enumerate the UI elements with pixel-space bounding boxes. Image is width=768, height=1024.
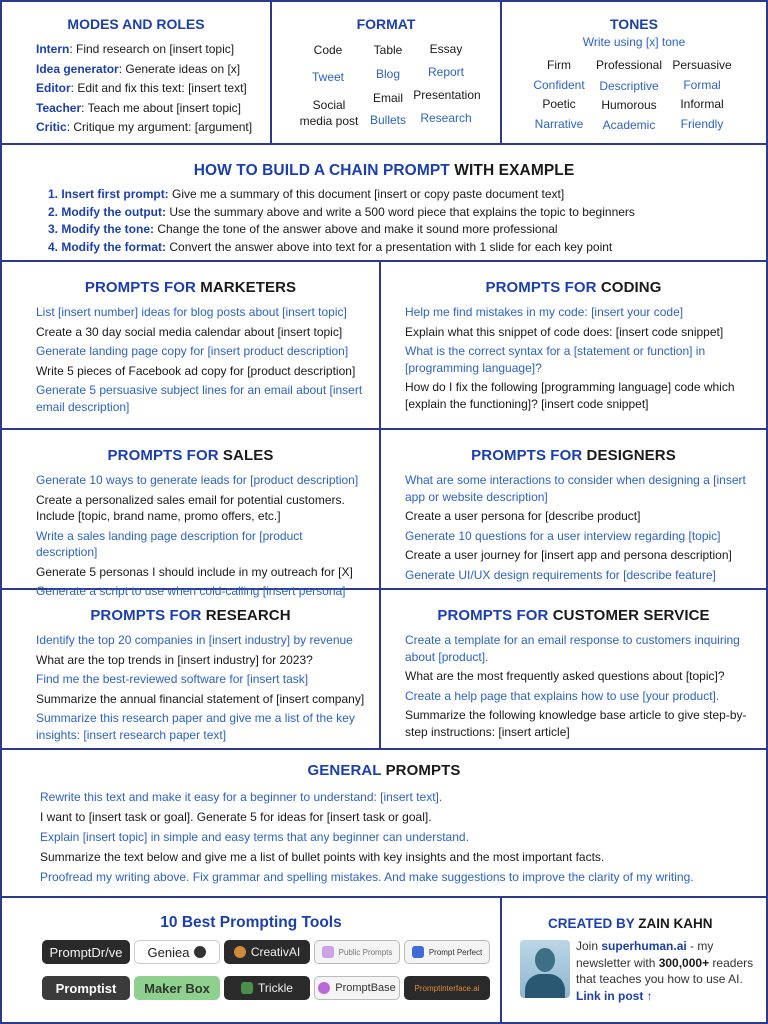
prompt-item: Generate 10 questions for a user interview regarding [topic] (405, 528, 721, 543)
section-title-rest: RESEARCH (205, 607, 291, 624)
chain-step-text: Use the summary above and write a 500 word piece that explains the topic to beginners (165, 204, 635, 219)
tool-label: PromptBase (335, 982, 396, 994)
mode-text: Edit and fix this text: [insert text] (77, 81, 247, 95)
section-title-highlight: GENERAL (307, 762, 382, 779)
format-item: Report (427, 65, 465, 79)
section-title-rest: PROMPTS (381, 762, 461, 779)
chain-prompt-section (2, 145, 766, 262)
tool-geniea[interactable] (134, 940, 220, 964)
modes-and-roles-panel (2, 2, 272, 143)
tool-promptist[interactable] (42, 976, 130, 1000)
mode-role: Idea generator (36, 61, 119, 76)
coding-panel (381, 262, 766, 428)
promptbase-logo-icon (318, 982, 330, 994)
prompt-perfect-logo-icon (412, 946, 424, 958)
mode-item: Intern: Find research on [insert topic] (36, 42, 235, 56)
prompt-item: Create a template for an email response to customers inquiring about [product]. (405, 633, 740, 664)
tool-label: Geniea (147, 944, 190, 960)
prompt-item: Rewrite this text and make it easy for a beginner to understand: [insert text]. (40, 790, 443, 804)
prompt-item: Create a help page that explains how to use [your product]. (405, 688, 720, 703)
chain-step (48, 221, 766, 239)
sales-designers-row (2, 430, 766, 598)
prompting-tools-panel (2, 898, 502, 1024)
bio-text: - my newsletter with (576, 939, 714, 970)
section-title-rest: DESIGNERS (586, 447, 676, 464)
link-in-post[interactable]: Link in post ↑ (576, 988, 653, 1003)
creator-title-highlight: CREATED BY (548, 916, 635, 931)
prompt-item: Write 5 pieces of Facebook ad copy for [product description] (36, 363, 356, 378)
format-item: Essay (429, 42, 463, 56)
prompt-item: Proofread my writing above. Fix grammar and spelling mistakes. And make suggestions to improve the clarity of my writing. (40, 870, 694, 884)
prompt-item: Summarize this research paper and give me a list of the key insights: [insert research paper text] (36, 711, 355, 742)
format-item: Presentation (413, 88, 481, 102)
tone-item: Confident (533, 78, 585, 92)
mode-role: Editor (36, 81, 71, 95)
prompt-item: Create a 30 day social media calendar about [insert topic] (36, 324, 343, 339)
creativai-logo-icon (234, 946, 246, 958)
prompt-item: Generate 5 persuasive subject lines for an email about [insert email description] (36, 383, 363, 414)
prompt-item: Identify the top 20 companies in [insert industry] by revenue (36, 633, 353, 647)
reader-count: 300,000+ (658, 955, 710, 970)
top-row (2, 2, 766, 145)
tool-prompt-perfect[interactable] (404, 940, 490, 964)
chain-step-label: 3. Modify the tone: (48, 222, 154, 236)
tool-label: Maker Box (144, 980, 210, 996)
mode-item: Critic: Critique my argument: [argument] (36, 120, 253, 134)
creator-name: ZAIN KAHN (634, 916, 713, 931)
prompt-item: Generate UI/UX design requirements for [describe feature] (405, 567, 716, 582)
tone-item: Professional (595, 58, 663, 72)
modes-title: MODES AND ROLES (67, 16, 205, 32)
section-title-highlight: PROMPTS FOR (90, 607, 206, 624)
sales-panel (2, 430, 381, 598)
format-panel (272, 2, 502, 143)
tone-item: Formal (683, 78, 721, 92)
section-title-highlight: PROMPTS FOR (84, 279, 201, 296)
prompt-item: Create a user persona for [describe product] (405, 509, 641, 523)
tone-item: Firm (547, 58, 571, 72)
tone-item: Narrative (534, 117, 584, 131)
chain-title-rest: WITH EXAMPLE (449, 162, 575, 179)
mode-role: Critic (36, 120, 67, 134)
customer-service-title (381, 607, 766, 624)
format-item: Social media post (299, 98, 359, 128)
prompt-item: Generate 5 personas I should include in my outreach for [X] (36, 564, 353, 579)
prompt-item: What is the correct syntax for a [statement or function] in [programming language]? (405, 344, 706, 375)
marketers-panel (2, 262, 381, 428)
tone-item: Poetic (542, 97, 576, 111)
general-title (2, 762, 766, 779)
section-title-rest: SALES (222, 447, 274, 464)
mode-item: Editor: Edit and fix this text: [insert text] (36, 81, 247, 95)
research-title (2, 607, 379, 624)
bio-text: Join (576, 939, 602, 953)
creator-title (548, 916, 766, 931)
tool-promptinterface[interactable] (404, 976, 490, 1000)
section-title-highlight: PROMPTS FOR (471, 447, 587, 464)
format-title: FORMAT (356, 16, 416, 32)
mode-item: Idea generator: Generate ideas on [x] (36, 61, 241, 76)
prompt-item: Summarize the annual financial statement of [insert company] (36, 691, 365, 706)
sales-title (2, 447, 379, 464)
tool-promptdrive[interactable] (42, 940, 130, 964)
prompt-item: Create a personalized sales email for potential customers. Include [topic, brand name, promo offers, etc.] (36, 492, 345, 523)
format-item: Email (372, 91, 403, 105)
prompt-item: Summarize the following knowledge base article to give step-by-step instructions: [insert article] (405, 708, 747, 739)
general-prompts-section (2, 750, 766, 898)
prompt-item: Generate landing page copy for [insert product description] (36, 344, 349, 358)
mode-role: Teacher (36, 100, 82, 115)
avatar-body (525, 974, 565, 998)
section-title-highlight: PROMPTS FOR (485, 279, 601, 296)
section-title-rest: MARKETERS (200, 279, 297, 296)
coding-title (381, 279, 766, 296)
geniea-logo-icon (194, 946, 206, 958)
tones-title: TONES (610, 16, 658, 32)
prompt-item: How do I fix the following [programming language] code which [explain the functioning]? [insert code snippet] (405, 380, 735, 411)
creator-bio (576, 938, 756, 1004)
creator-panel (502, 898, 766, 1024)
tool-trickle[interactable] (224, 976, 310, 1000)
bio-text: readers that teaches you how to use AI. (576, 955, 754, 986)
public-prompts-logo-icon (322, 946, 334, 958)
section-title-highlight: PROMPTS FOR (437, 607, 553, 624)
customer-service-panel (381, 590, 766, 748)
format-item: Code (313, 43, 343, 57)
designers-panel (381, 430, 766, 588)
format-item: Bullets (369, 113, 407, 127)
prompt-item: Write a sales landing page description for [product description] (36, 528, 303, 559)
prompt-item: Help me find mistakes in my code: [insert your code] (405, 305, 684, 319)
tool-label: PromptDr/ve (49, 944, 123, 960)
chain-step-label: 1. Insert first prompt: (48, 187, 169, 201)
research-panel (2, 590, 381, 748)
prompt-item: I want to [insert task or goal]. Generate 5 for ideas for [insert task or goal]. (40, 810, 432, 824)
prompt-item: Generate 10 ways to generate leads for [product description] (36, 473, 359, 487)
mode-text: Teach me about [insert topic] (87, 100, 242, 115)
tone-item: Informal (680, 97, 724, 111)
chain-step-text: Give me a summary of this document [insert or copy paste document text] (168, 187, 565, 201)
newsletter-link[interactable]: superhuman.ai (601, 939, 687, 953)
marketers-coding-row (2, 262, 766, 430)
tool-label: Prompt Perfect (428, 947, 483, 957)
mode-role: Intern (36, 42, 70, 56)
prompt-item: Summarize the text below and give me a list of bullet points with key insights and the most important facts. (40, 850, 605, 864)
prompt-item: What are some interactions to consider when designing a [insert app or website description] (405, 473, 746, 504)
chain-step-text: Change the tone of the answer above and make it sound more professional (154, 222, 558, 236)
prompt-item: What are the most frequently asked questions about [topic]? (405, 669, 725, 683)
chain-step-label: 4. Modify the format: (48, 239, 167, 254)
tool-public-prompts[interactable] (314, 940, 400, 964)
chain-step (48, 239, 766, 257)
tones-panel (502, 2, 766, 143)
chain-step-label: 2. Modify the output: (48, 204, 166, 219)
tool-label: Promptinterface.ai (414, 983, 480, 993)
mode-item: Teacher: Teach me about [insert topic] (36, 100, 242, 115)
tone-item: Persuasive (672, 58, 732, 72)
format-item: Table (373, 43, 403, 57)
prompt-item: What are the top trends in [insert industry] for 2023? (36, 652, 313, 667)
tone-item: Descriptive (599, 79, 659, 93)
chain-title-highlight: HOW TO BUILD A CHAIN PROMPT (193, 162, 450, 179)
chain-step (48, 204, 766, 222)
format-item: Blog (375, 67, 401, 81)
format-item: Research (420, 111, 472, 125)
research-customer-row (2, 590, 766, 750)
section-title-rest: CODING (600, 279, 662, 296)
tool-label: Public Prompts (338, 947, 393, 957)
tool-label: Promptist (55, 980, 117, 996)
tool-label: Trickle (258, 981, 293, 995)
section-title-rest: CUSTOMER SERVICE (552, 607, 710, 624)
tone-item: Humorous (601, 98, 657, 112)
prompt-item: Explain what this snippet of code does: [insert code snippet] (405, 324, 724, 339)
avatar (520, 940, 570, 998)
prompt-item: Find me the best-reviewed software for [insert task] (36, 672, 309, 686)
format-item: Tweet (311, 70, 344, 84)
tones-subtitle: Write using [x] tone (582, 35, 686, 49)
prompt-item: List [insert number] ideas for blog posts about [insert topic] (36, 305, 347, 319)
mode-text: Generate ideas on [x] (125, 61, 241, 76)
prompt-item: Create a user journey for [insert app and persona description] (405, 548, 732, 562)
section-title-highlight: PROMPTS FOR (107, 447, 223, 464)
prompt-item: Generate a script to use when cold-calling [insert persona] (36, 584, 346, 598)
footer-row (2, 898, 766, 1024)
tools-title: 10 Best Prompting Tools (160, 914, 342, 931)
designers-title (381, 447, 766, 464)
trickle-logo-icon (241, 982, 253, 994)
avatar-head (535, 948, 555, 972)
chain-step-text: Convert the answer above into text for a presentation with 1 slide for each key point (166, 239, 613, 254)
prompt-item: Explain [insert topic] in simple and easy terms that any beginner can understand. (40, 830, 469, 844)
tool-creativai[interactable] (224, 940, 310, 964)
mode-text: Critique my argument: [argument] (73, 120, 253, 134)
tool-promptbase[interactable] (314, 976, 400, 1000)
tone-item: Friendly (680, 117, 724, 131)
mode-text: Find research on [insert topic] (76, 42, 235, 56)
chain-step (48, 186, 766, 204)
chain-title (2, 162, 766, 180)
tone-item: Academic (602, 118, 656, 132)
tool-maker-box[interactable] (134, 976, 220, 1000)
tool-label: CreativAI (250, 945, 301, 959)
marketers-title (2, 279, 379, 296)
